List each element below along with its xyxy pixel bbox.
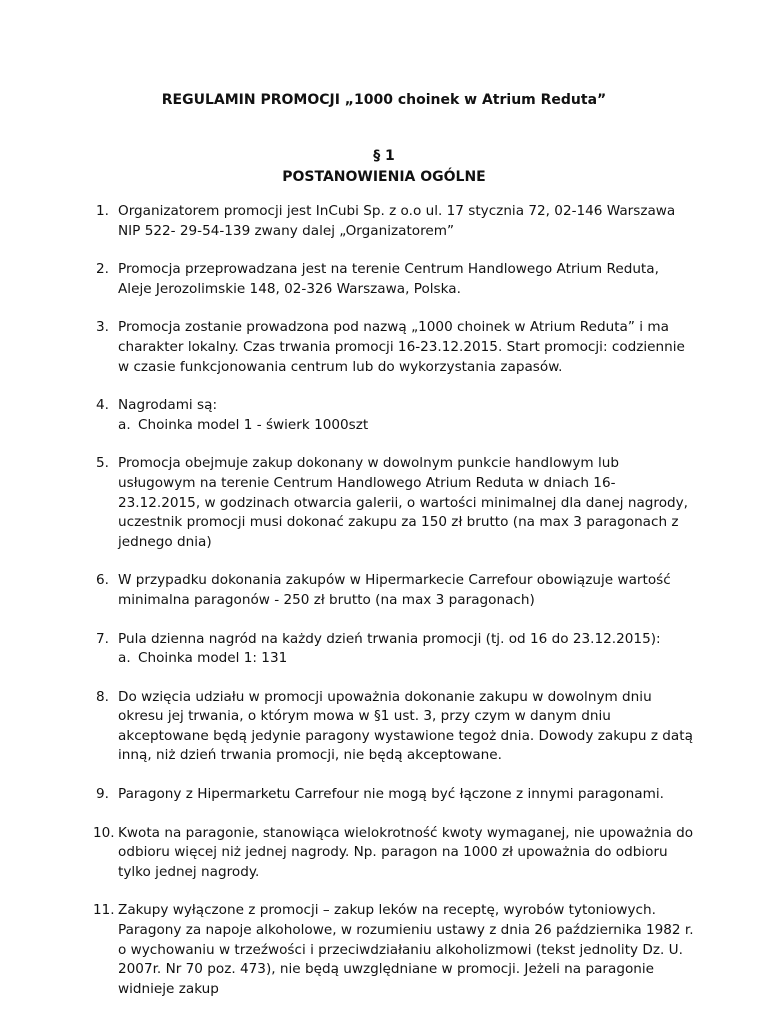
section-number: § 1 [373,148,395,164]
sub-item [118,649,696,669]
list-item [96,202,696,241]
section-title: POSTANOWIENIA OGÓLNE [282,169,486,185]
item-number: 3. [96,319,109,336]
list-item [96,318,696,377]
list-item [96,396,696,435]
item-text: Promocja przeprowadzana jest na terenie Centrum Handlowego Atrium Reduta, Aleje Jerozolimskie 148, 02-326 Warszawa, Polska. [118,261,659,297]
item-text: Zakupy wyłączone z promocji – zakup leków na receptę, wyrobów tytoniowych. Paragony za napoje alkoholowe, w rozumieniu ustawy z dnia 26 października 1982 r. o wychowaniu w trzeźwości i przeciwdziałaniu alkoholizmowi (tekst jednolity Dz. U. 2007r. Nr 70 poz. 473), nie będą uwzględniane w promocji. Jeżeli na paragonie widnieje zakup [118,902,694,997]
document-title: REGULAMIN PROMOCJI „1000 choinek w Atrium Reduta” [161,92,607,108]
sub-item [118,416,696,436]
item-number: 7. [96,630,109,647]
item-number: 10. [93,824,115,841]
item-number: 4. [96,397,109,414]
sub-item-text: Choinka model 1: 131 [138,650,288,667]
sub-item-letter: a. [118,416,131,433]
item-number: 2. [96,261,109,278]
sub-item-text: Choinka model 1 - świerk 1000szt [138,416,369,433]
item-text: Do wzięcia udziału w promocji upoważnia dokonanie zakupu w dowolnym dniu okresu jej trwania, o którym mowa w §1 ust. 3, przy czym w danym dniu akceptowane będą jedynie paragony wystawione tegoż dnia. Dowody zakupu z datą inną, niż dzień trwania promocji, nie będą akceptowane. [118,688,693,764]
item-text: Promocja zostanie prowadzona pod nazwą „1000 choinek w Atrium Reduta” i ma charakter lokalny. Czas trwania promocji 16-23.12.2015. Start promocji: codziennie w czasie funkcjonowania centrum lub do wykorzystania zapasów. [118,319,685,375]
sub-item-letter: a. [118,650,131,667]
item-text: Nagrodami są: [118,397,218,414]
list-item [96,260,696,299]
item-text: W przypadku dokonania zakupów w Hipermarkecie Carrefour obowiązuje wartość minimalna paragonów - 250 zł brutto (na max 3 paragonach) [118,572,671,608]
item-text: Paragony z Hipermarketu Carrefour nie mogą być łączone z innymi paragonami. [118,786,664,803]
item-number: 5. [96,455,109,472]
rules-list [93,202,696,1018]
item-text: Kwota na paragonie, stanowiąca wielokrotność kwoty wymaganej, nie upoważnia do odbioru więcej niż jednej nagrody. Np. paragon na 1000 zł upoważnia do odbioru tylko jednej nagrody. [118,824,694,880]
list-item [96,630,696,669]
item-text: Promocja obejmuje zakup dokonany w dowolnym punkcie handlowym lub usługowym na terenie Centrum Handlowego Atrium Reduta w dniach 16-23.12.2015, w godzinach otwarcia galerii, o wartości minimalnej dla danej nagrody, uczestnik promocji musi dokonać zakupu za 150 zł brutto (na max 3 paragonach z jednego dnia) [118,455,689,550]
list-item [96,785,696,805]
list-item [96,454,696,552]
item-text: Pula dzienna nagród na każdy dzień trwania promocji (tj. od 16 do 23.12.2015): [118,630,661,647]
item-number: 1. [96,203,109,219]
item-text: Organizatorem promocji jest InCubi Sp. z o.o ul. 17 stycznia 72, 02-146 Warszawa NIP 522- 29-54-139 zwany dalej „Organizatorem” [118,203,676,239]
list-item [93,824,696,883]
list-item [96,688,696,766]
item-number: 11. [93,902,115,919]
list-item [96,571,696,610]
item-number: 8. [96,688,109,705]
list-item [93,901,696,999]
item-number: 6. [96,572,109,589]
item-number: 9. [96,786,109,803]
